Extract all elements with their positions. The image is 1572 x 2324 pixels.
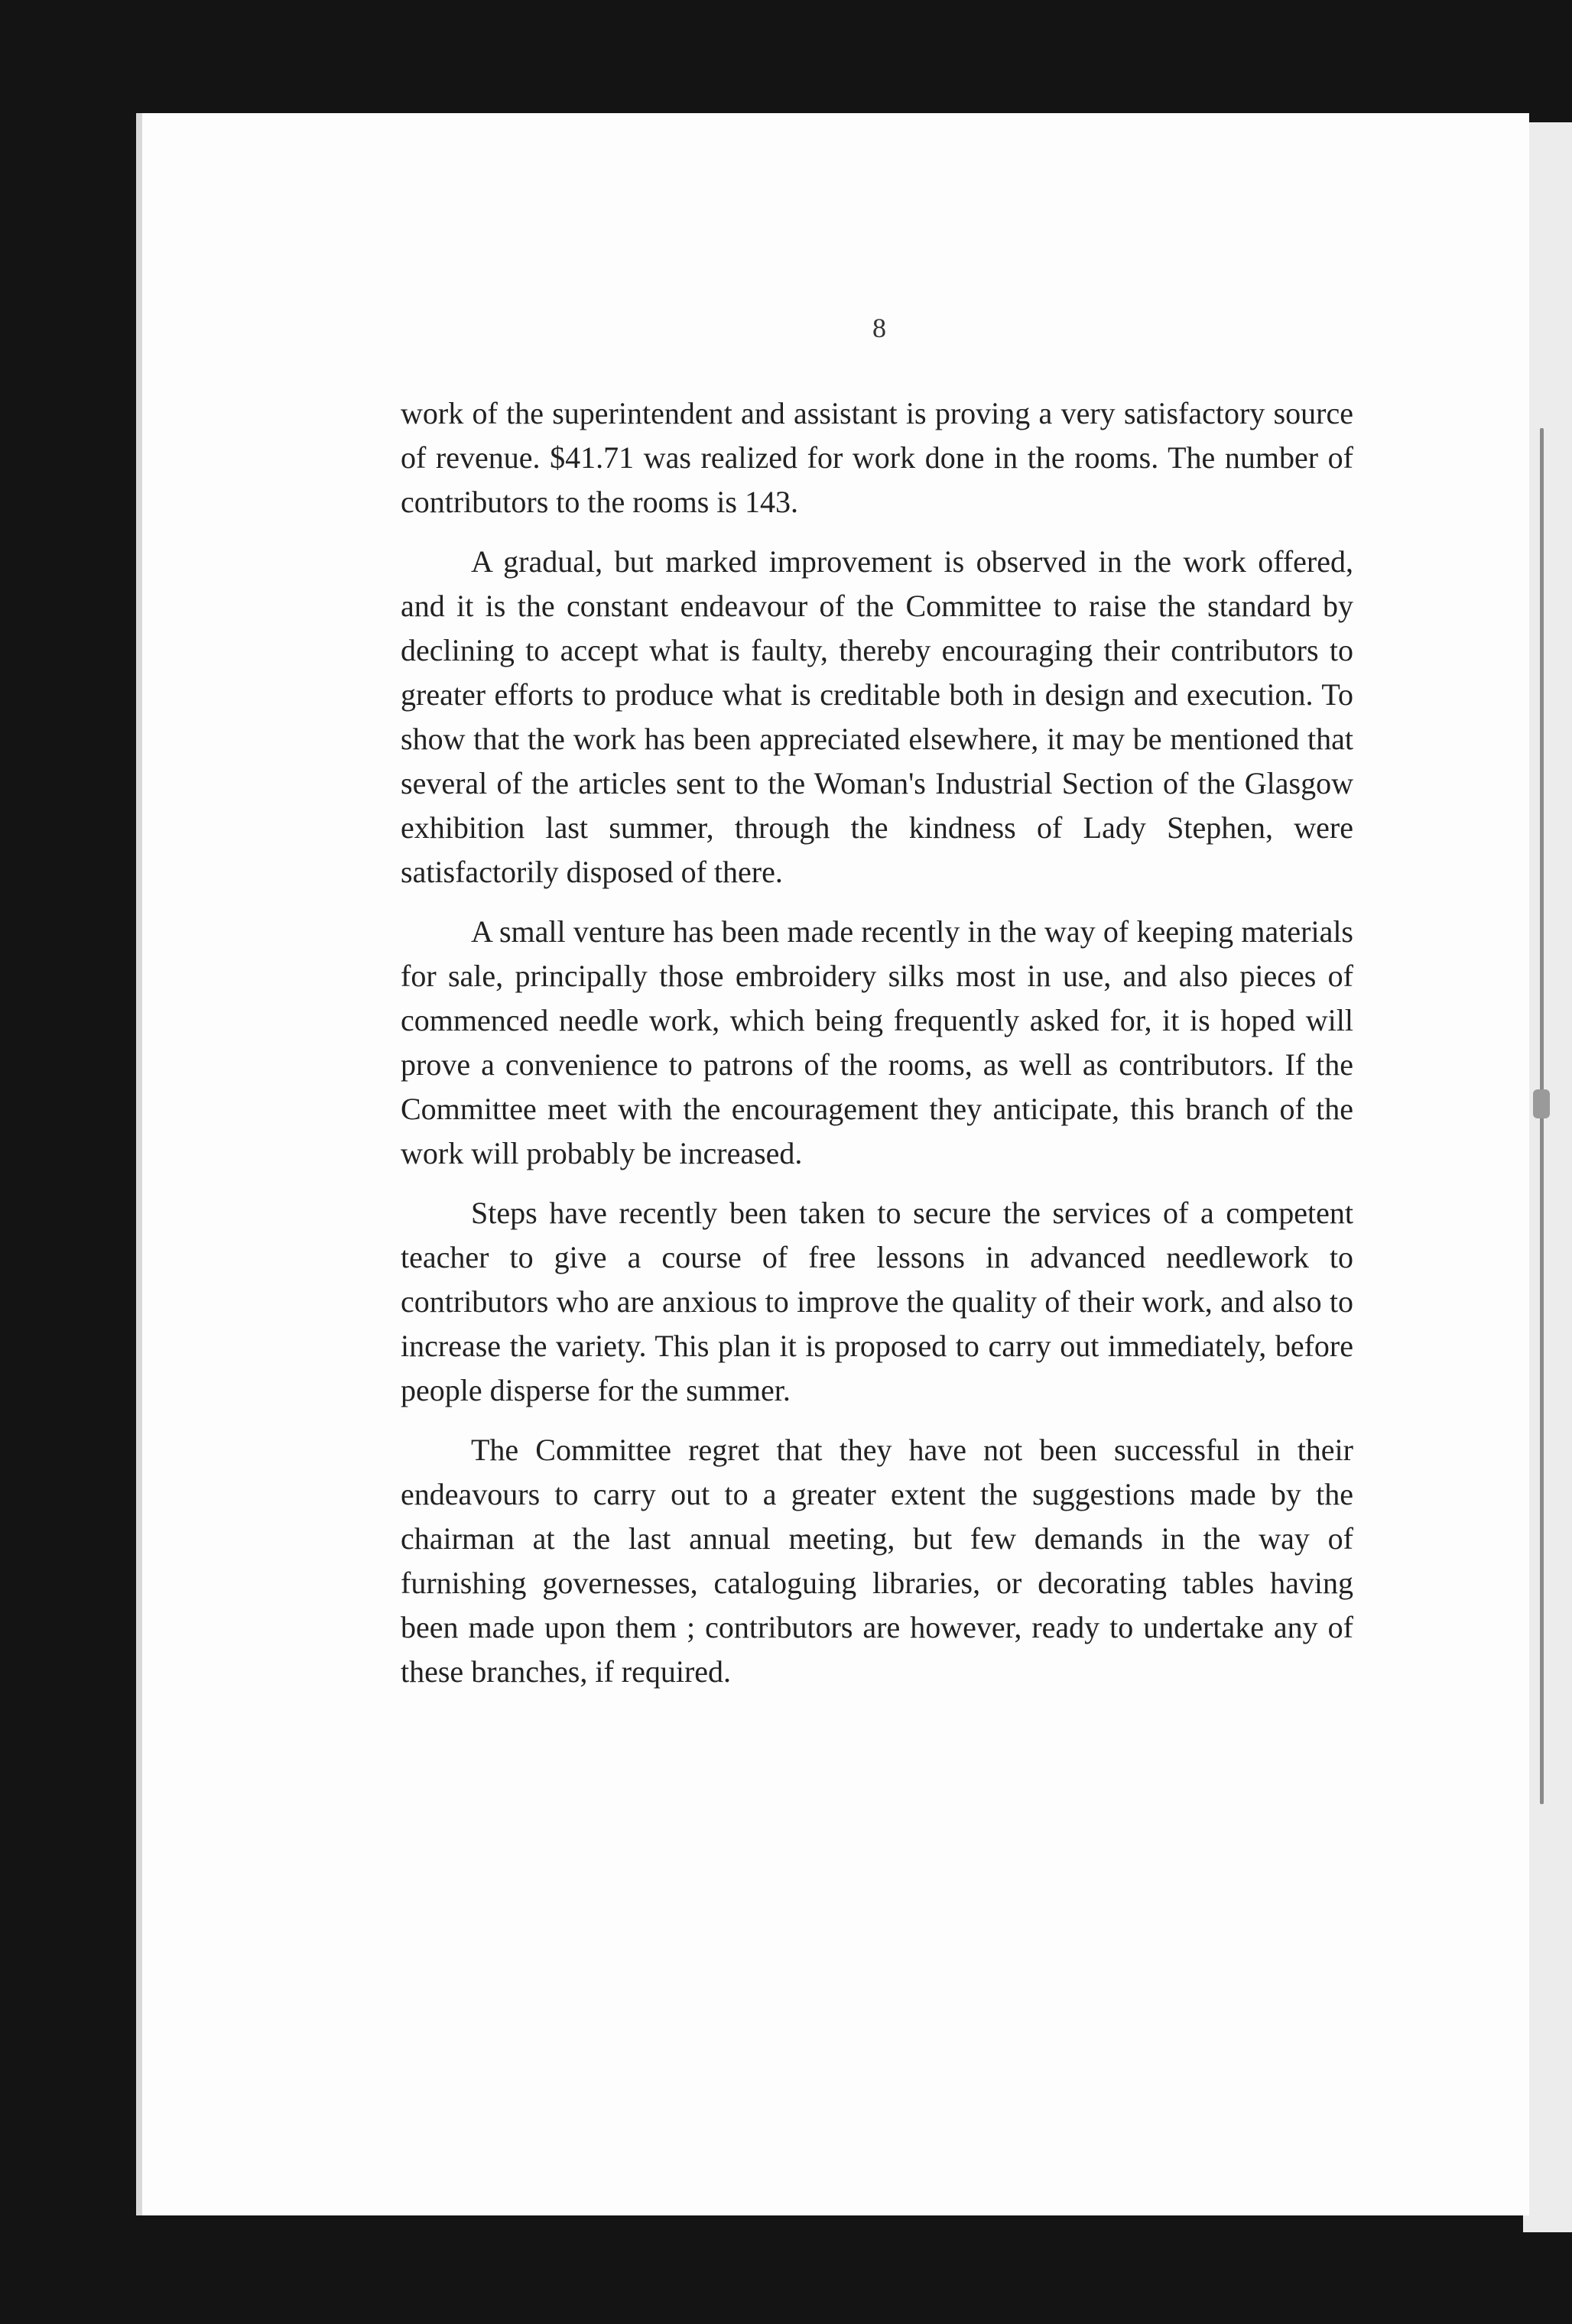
page-number: 8 [872, 313, 886, 343]
body-text [401, 391, 1353, 1709]
paragraph-1: work of the superintendent and assistant is proving a very satisfactory source of revenue. $41.71 was realized for work done in the rooms. The number of contributors to the rooms is 143. [401, 396, 1353, 519]
paragraph-3: A small venture has been made recently in the way of keeping materials for sale, principally those embroidery silks most in use, and also pieces of commenced needle work, which being frequently asked for, it is hoped will prove a convenience to patrons of the rooms, as well as contributors. If the Committee meet with the encouragement they anticipate, this branch of the work will probably be increased. [401, 914, 1353, 1170]
binding-knot [1533, 1089, 1550, 1118]
paragraph-5: The Committee regret that they have not been successful in their endeavours to carry out to a greater extent the suggestions made by the chairman at the last annual meeting, but few demands in the way of furnishing governesses, cataloguing libraries, or decorating tables having been made upon them ; contributors are however, ready to undertake any of these branches, if required. [401, 1433, 1353, 1689]
paragraph-4: Steps have recently been taken to secure the services of a competent teacher to give a course of free lessons in advanced needlework to contributors who are anxious to improve the quality of their work, and also to increase the variety. This plan it is proposed to carry out immediately, before people disperse for the summer. [401, 1196, 1353, 1407]
book-spine [1523, 122, 1572, 2232]
paragraph-2: A gradual, but marked improvement is observed in the work offered, and it is the constant endeavour of the Committee to raise the standard by declining to accept what is faulty, thereby encouraging their contributors to greater efforts to produce what is creditable both in design and execution. To show that the work has been appreciated elsewhere, it may be mentioned that several of the articles sent to the Woman's Industrial Section of the Glasgow exhibition last summer, through the kindness of Lady Stephen, were satisfactorily disposed of there. [401, 544, 1353, 889]
